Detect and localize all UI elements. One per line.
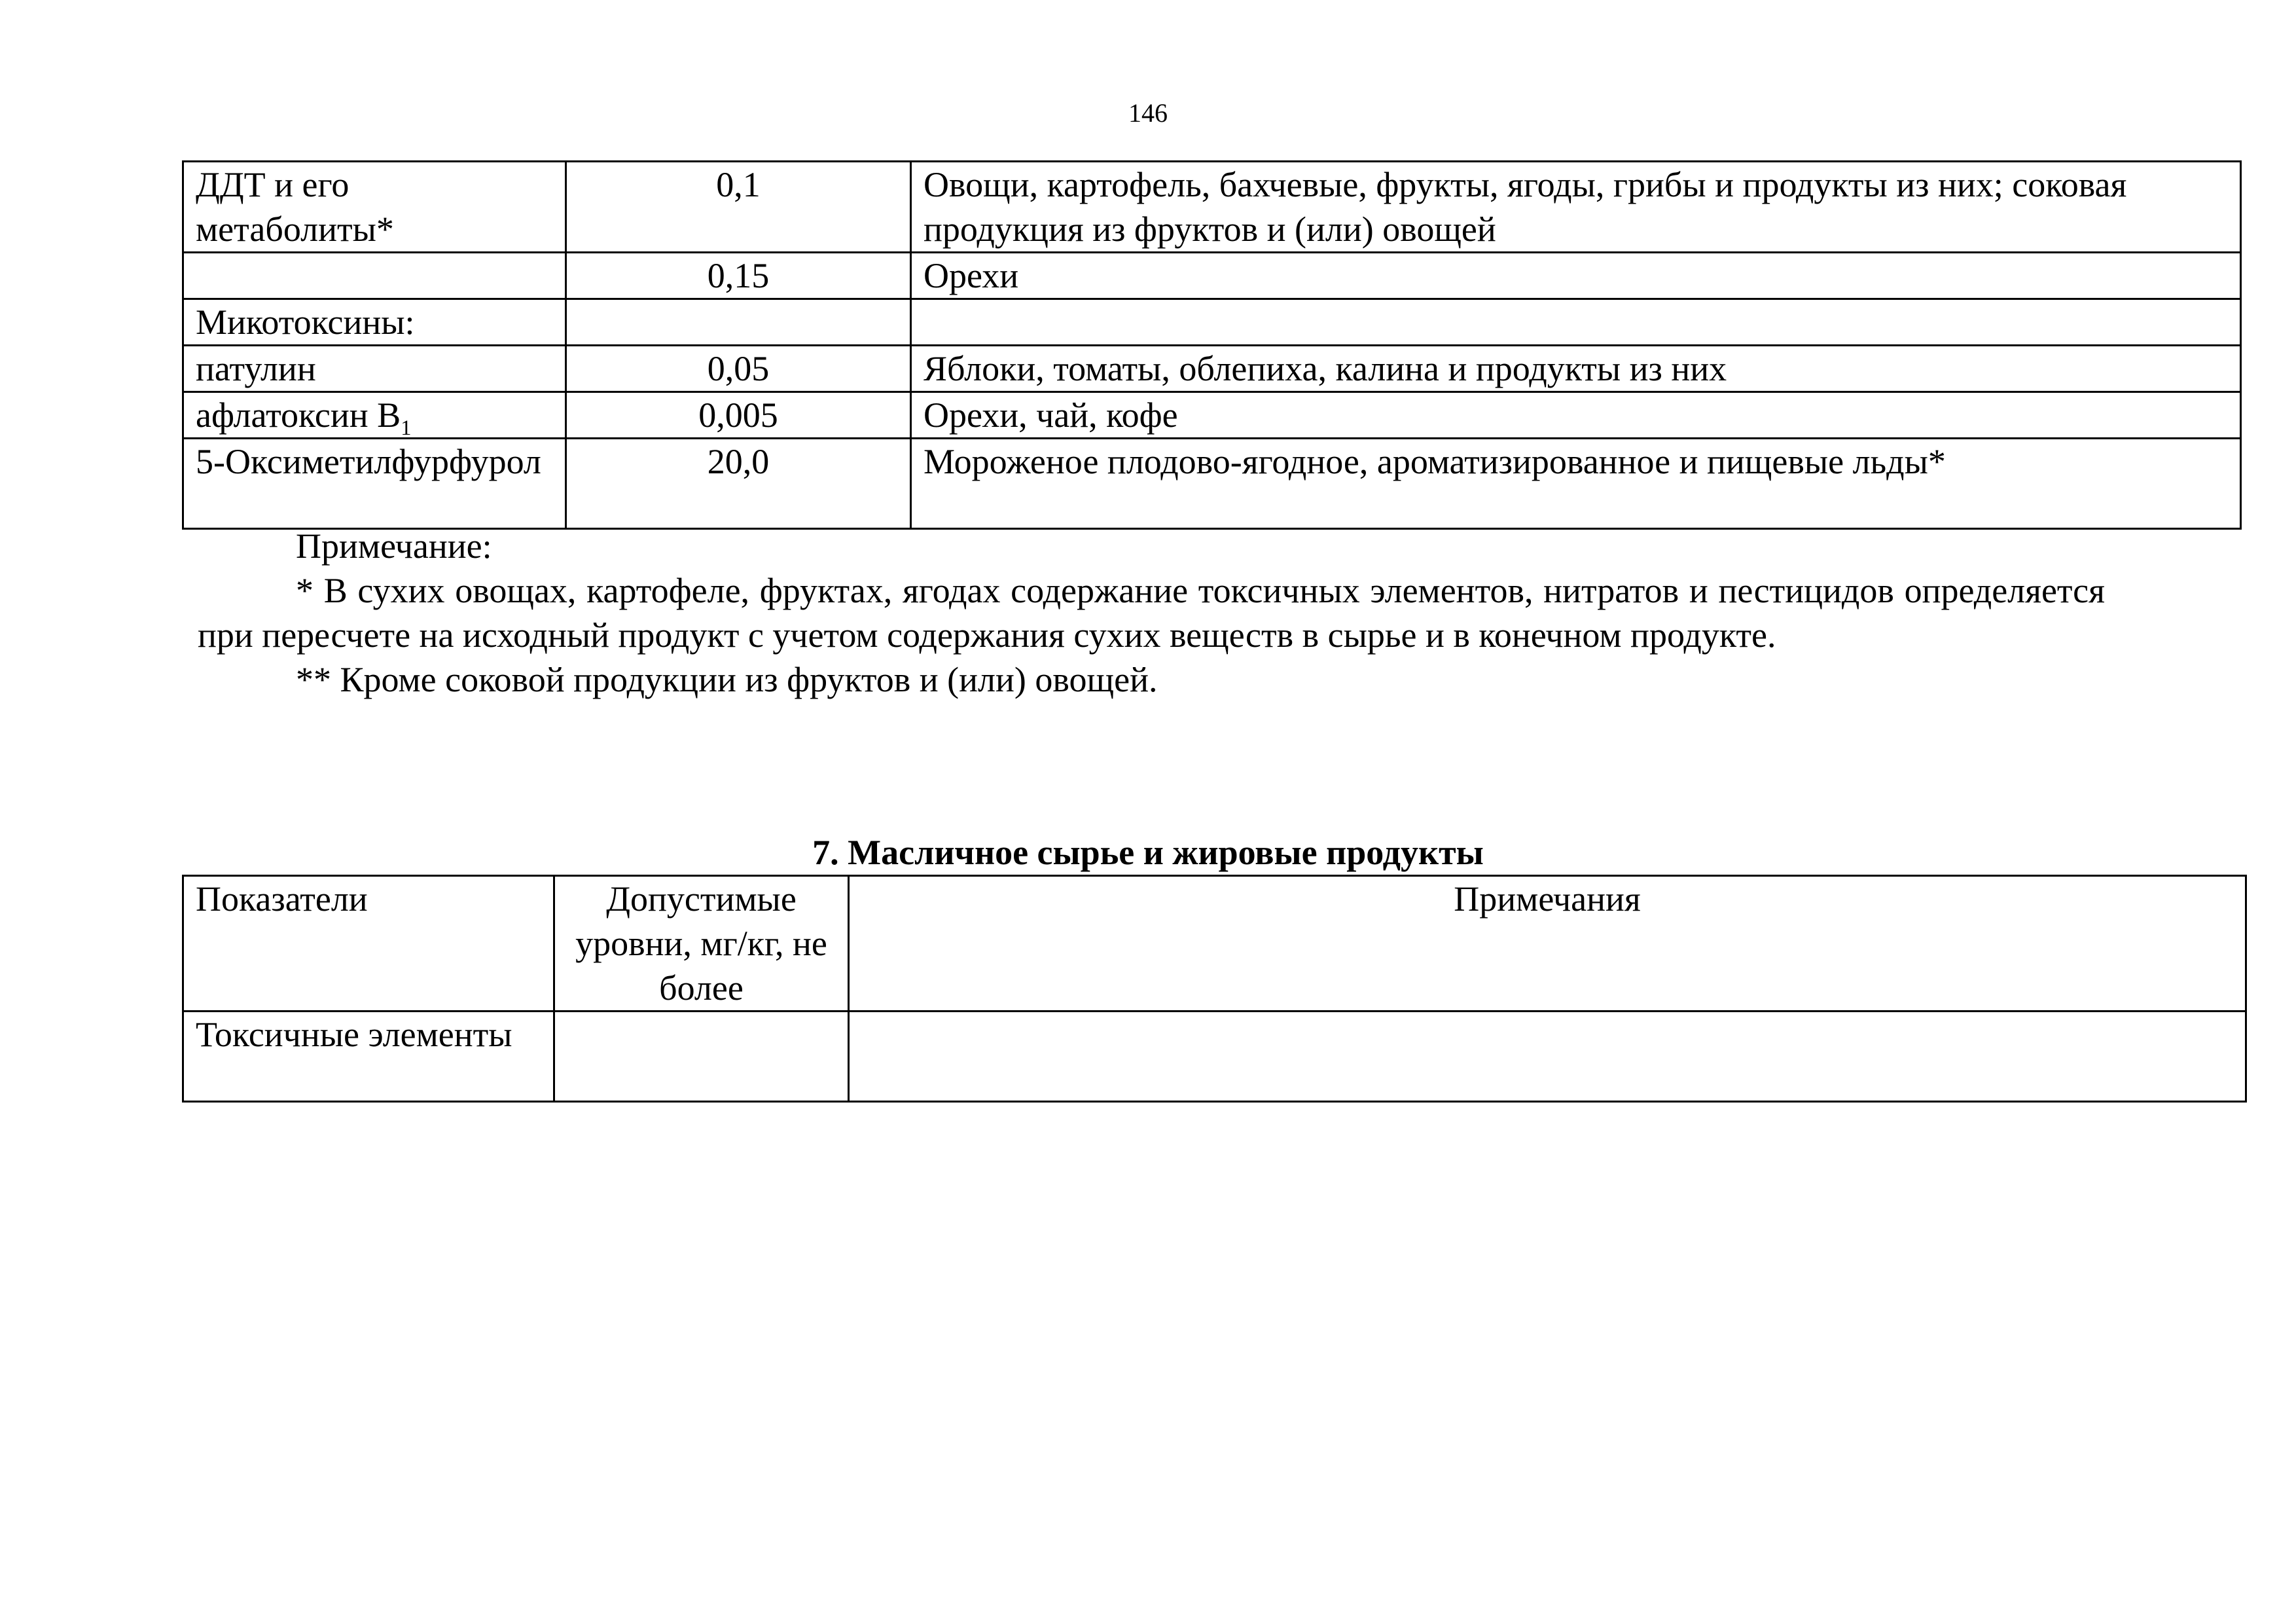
indicator-cell — [183, 392, 566, 439]
table-row — [183, 1012, 2246, 1102]
level-cell: 0,005 — [566, 392, 911, 439]
indicator-name: афлатоксин B — [196, 395, 401, 435]
page-number: 146 — [1128, 98, 1168, 128]
note-cell: Мороженое плодово-ягодное, ароматизированное и пищевые льды* — [911, 439, 2241, 529]
note-cell: Орехи — [911, 253, 2241, 299]
header-cell: Примечания — [849, 876, 2246, 1012]
note-text: * В сухих овощах, картофеле, фруктах, ягодах содержание токсичных элементов, нитратов и пестицидов определяется при пересчете на исходный продукт с учетом содержания сухих веществ в сырье и в конечном продукте. — [198, 571, 2105, 655]
level-cell — [554, 1012, 849, 1102]
indicator-cell: патулин — [183, 346, 566, 392]
note-cell: Орехи, чай, кофе — [911, 392, 2241, 439]
notes-heading: Примечание: — [296, 526, 492, 566]
table-row — [183, 162, 2241, 253]
indicator-subscript: 1 — [401, 416, 412, 439]
note-cell: Яблоки, томаты, облепиха, калина и продукты из них — [911, 346, 2241, 392]
level-cell: 0,1 — [566, 162, 911, 253]
table-header-row — [183, 876, 2246, 1012]
note-text: ** Кроме соковой продукции из фруктов и (или) овощей. — [296, 660, 1158, 699]
table-row — [183, 439, 2241, 529]
table-row — [183, 346, 2241, 392]
level-cell — [566, 299, 911, 346]
indicator-cell: Микотоксины: — [183, 299, 566, 346]
indicator-cell: Токсичные элементы — [183, 1012, 554, 1102]
oil-products-table — [182, 875, 2247, 1103]
table-row — [183, 392, 2241, 439]
header-cell: Показатели — [183, 876, 554, 1012]
indicator-cell: ДДТ и его метаболиты* — [183, 162, 566, 253]
level-cell: 0,15 — [566, 253, 911, 299]
header-cell: Допустимые уровни, мг/кг, не более — [554, 876, 849, 1012]
indicator-cell — [183, 253, 566, 299]
table-row — [183, 253, 2241, 299]
section-title: 7. Масличное сырье и жировые продукты — [812, 833, 1484, 872]
table-row — [183, 299, 2241, 346]
contaminants-table — [182, 160, 2242, 530]
indicator-cell: 5-Оксиметилфурфурол — [183, 439, 566, 529]
note-cell — [849, 1012, 2246, 1102]
notes-block — [198, 524, 2105, 702]
note-cell — [911, 299, 2241, 346]
level-cell: 20,0 — [566, 439, 911, 529]
level-cell: 0,05 — [566, 346, 911, 392]
note-cell: Овощи, картофель, бахчевые, фрукты, ягоды, грибы и продукты из них; соковая продукция из фруктов и (или) овощей — [911, 162, 2241, 253]
